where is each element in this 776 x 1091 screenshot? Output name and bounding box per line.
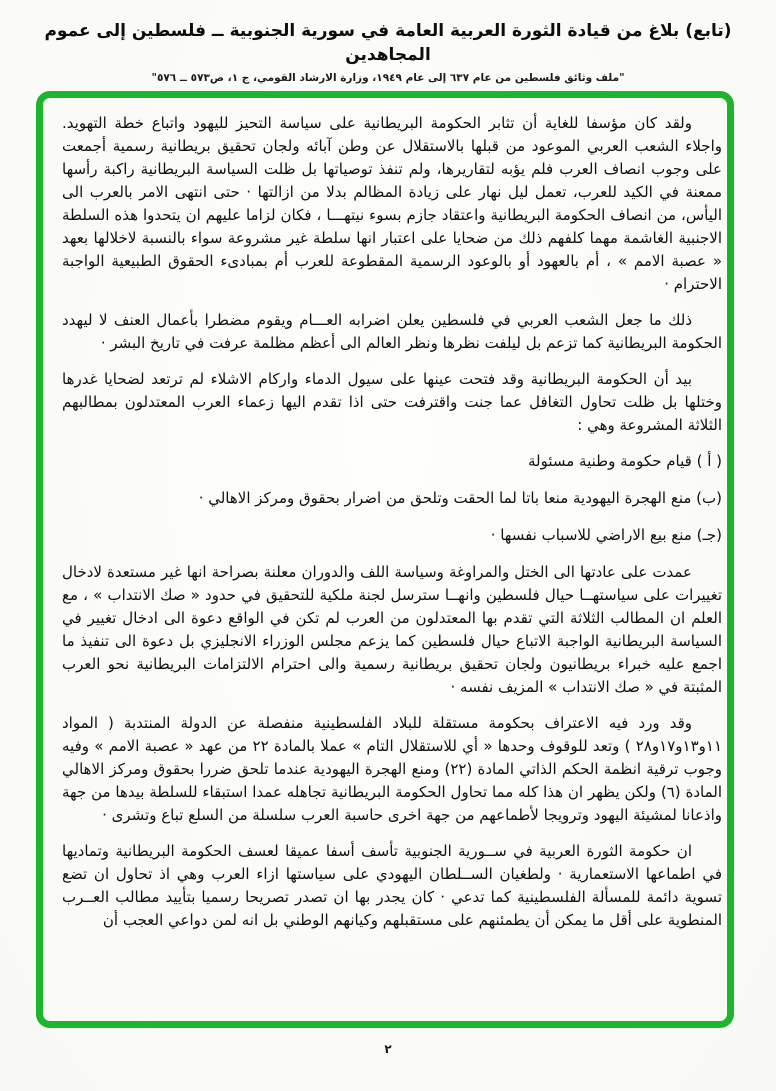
paragraph: عمدت على عادتها الى الختل والمراوغة وسياسة اللف والدوران معلنة بصراحة انها غير مستعدة لادخال تغييرات على سياستهــا حيال فلسطين وانهــا سترسل لجنة ملكية للتحقيق في حدود « صك الانتداب » ، مع العلم ان المطالب الثلاثة التي تقدم بها المعتدلون من العرب لم تكن في الواقع دعوة الى ادخال تغيير في السياسة البريطانية الواجبة الاتباع حيال فلسطين كما يزعم مجلس الوزراء الانجليزي بل دعوة الى تنفيذ ما اجمع عليه خبراء بريطانيون ولجان تحقيق بريطانية رسمية والى احترام الالتزامات البريطانية نحو العرب المثبتة في « صك الانتداب » المزيف نفسه · bbox=[62, 563, 722, 696]
document-title: (تابع) بلاغ من قيادة الثورة العربية العامة في سورية الجنوبية ــ فلسطين إلى عموم المجاهدين bbox=[44, 21, 732, 65]
paragraph: ذلك ما جعل الشعب العربي في فلسطين يعلن اضرابه العـــام ويقوم مضطرا بأعمال العنف لا ليهدد الحكومة البريطانية كما تزعم بل ليلفت نظرها ونظر العالم الى أعظم مظلمة عرفت في تاريخ البشر · bbox=[62, 311, 722, 352]
document-header bbox=[0, 20, 776, 84]
list-item-text: قيام حكومة وطنية مسئولة bbox=[527, 452, 692, 470]
list-item-text: منع الهجرة اليهودية منعا باتا لما الحقت وتلحق من اضرار بحقوق ومركز الاهالي · bbox=[198, 489, 692, 507]
paragraph: وقد ورد فيه الاعتراف بحكومة مستقلة للبلاد الفلسطينية منفصلة عن الدولة المنتدبة ( المواد ١١و١٣و١٧و٢٨ ) وتعد للوقوف وحدها « أي للاستقلال التام » عملا بالمادة ٢٢ من عهد « عصبة الامم » وفيه وجوب ترقية انظمة الحكم الذاتي المادة (٢٢) ومنع الهجرة اليهودية عندما تلحق ضررا بحقوق ومركز الاهالي المادة (٦) ولكن يظهر ان هذا كله مما تحاول الحكومة البريطانية تجاهله عمدا استبقاء للسلطة بيدها من جهة واذعانا لمشيئة اليهود وترويجا لأطماعهم من جهة اخرى حاسبة العرب سلسلة من السلع تباع وتشرى · bbox=[62, 714, 723, 824]
list-item-marker: (جـ) bbox=[696, 526, 722, 544]
paragraph: بيد أن الحكومة البريطانية وقد فتحت عينها على سيول الدماء واركام الاشلاء لم ترتعد لضحايا غدرها وختلها بل ظلت تحاول التغافل عما جنت واقترفت حتى اذا تقدم اليها زعماء العرب المعتدلون بمطالبهم الثلاثة المشروعة وهي : bbox=[62, 370, 722, 434]
list-item-marker: ( أ ) bbox=[696, 452, 722, 470]
demands-list bbox=[62, 450, 722, 547]
list-item bbox=[62, 450, 722, 473]
list-item-text: منع بيع الاراضي للاسباب نفسها · bbox=[490, 526, 692, 544]
document-source-citation: "ملف وثائق فلسطين من عام ٦٣٧ إلى عام ١٩٤٩، وزارة الارشاد القومي، ج ١، ص٥٧٣ ــ ٥٧٦" bbox=[151, 71, 625, 84]
page-number: ٢ bbox=[384, 1042, 392, 1056]
list-item-marker: (ب) bbox=[696, 489, 722, 507]
list-item bbox=[62, 487, 722, 510]
list-item bbox=[62, 524, 722, 547]
paragraph: ان حكومة الثورة العربية في ســورية الجنوبية تأسف أسفا عميقا لعسف الحكومة البريطانية وتماديها في اطماعها الاستعمارية · ولطغيان الســلطان اليهودي على سياستها ازاء العرب وهي اذ تحاول ان تضع تسوية دائمة للمسألة الفلسطينية كما تدعي · كان يجدر بها ان تصدر تصريحا رسميا بتأييد مطالب العــرب المنطوية على أقل ما يمكن أن يطمئنهم على مستقبلهم وكيانهم الوطني بل انه لمن دواعي العجب أن bbox=[62, 842, 722, 929]
document-body bbox=[62, 112, 722, 945]
paragraph: ولقد كان مؤسفا للغاية أن تثابر الحكومة البريطانية على سياسة التحيز لليهود واتباع خطة التهويد. واجلاء الشعب العربي الموعود من قبلها بالاستقلال عن وطن آبائه ولجان تحقيق بريطانية رسمية أجمعت على وجوب انصاف العرب فلم يؤبه لتقاريرها، ولم تنفذ توصياتها بل ظلت السياسة البريطانية راكبة رأسها ممعنة في الكيد للعرب، تعمل ليل نهار على زيادة المظالم بدلا من ازالتها · حتى انتهى الامر بالعرب الى اليأس، من انصاف الحكومة البريطانية واعتقاد جازم بسوء نيتهـــا ، فكان لزاما عليهم ان يتحدوا هذه السلطة الاجنبية الغاشمة مهما كلفهم ذلك من ضحايا على اعتبار انها سلطة غير مشروعة سواء بالنسبة لاخلالها بعهد « عصبة الامم » ، أم بالعهود أو بالوعود الرسمية المقطوعة للعرب أم بمبادىء الحقوق الطبيعية الواجبة الاحترام · bbox=[62, 114, 722, 293]
